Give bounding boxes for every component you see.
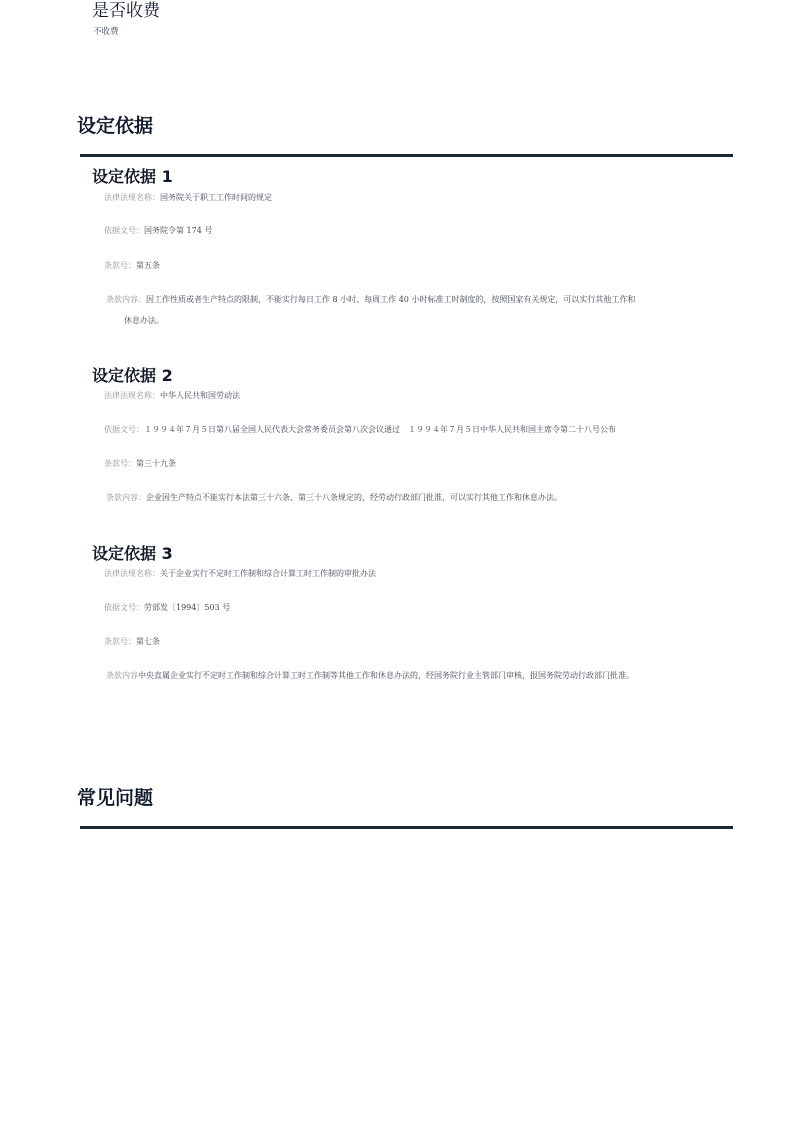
clause-content-label: 条款内容： [106, 295, 146, 304]
basis-item-3 [92, 544, 712, 680]
clause-content-field [106, 670, 634, 682]
clause-content-continuation: 休息办法。 [124, 316, 164, 325]
clause-no-value: 第三十九条 [136, 459, 176, 468]
law-name-field [104, 192, 272, 204]
law-name-label: 法律法规名称： [104, 193, 160, 202]
clause-no-label: 条款号： [104, 459, 136, 468]
clause-no-field [104, 458, 176, 470]
doc-no-value: 国务院令第 174 号 [144, 226, 213, 235]
law-name-value: 国务院关于职工工作时间的规定 [160, 193, 272, 202]
clause-no-label: 条款号： [104, 637, 136, 646]
clause-content-label: 条款内容： [106, 493, 146, 502]
basis-item-2 [92, 366, 712, 502]
clause-content-value: 因工作性质或者生产特点的限制，不能实行每日工作 8 小时、每周工作 40 小时标准工时制度的，按照国家有关规定，可以实行其他工作和 [146, 295, 636, 304]
doc-no-value: 劳部发〔1994〕503 号 [144, 603, 231, 612]
faq-section-divider [80, 826, 733, 829]
doc-no-label: 依据文号： [104, 425, 144, 434]
doc-no-field [104, 225, 212, 237]
law-name-field [104, 390, 240, 402]
basis-item-title: 设定依据 2 [92, 366, 173, 385]
law-name-label: 法律法规名称： [104, 569, 160, 578]
faq-section-title: 常见问题 [77, 787, 154, 809]
basis-item-title: 设定依据 3 [92, 544, 173, 563]
clause-content-value: 中央直属企业实行不定时工作制和综合计算工时工作制等其他工作和休息办法的，经国务院行业主管部门审核，报国务院劳动行政部门批准。 [138, 671, 634, 680]
basis-item-title: 设定依据 1 [92, 167, 173, 186]
doc-no-field [104, 602, 230, 614]
law-name-value: 关于企业实行不定时工作制和综合计算工时工作制的审批办法 [160, 569, 376, 578]
clause-no-field [104, 260, 160, 272]
basis-section-divider [80, 154, 733, 157]
basis-section-title: 设定依据 [77, 115, 154, 137]
clause-no-label: 条款号： [104, 261, 136, 270]
fee-value: 不收费 [93, 27, 119, 37]
clause-content-label: 条款内容 [106, 671, 138, 680]
clause-content-value: 企业因生产特点不能实行本法第三十六条、第三十八条规定的，经劳动行政部门批准，可以实行其他工作和休息办法。 [146, 493, 562, 502]
doc-no-label: 依据文号： [104, 603, 144, 612]
clause-content-field [106, 492, 562, 504]
fee-heading: 是否收费 [92, 1, 160, 21]
law-name-field [104, 568, 376, 580]
clause-no-value: 第五条 [136, 261, 160, 270]
clause-no-value: 第七条 [136, 637, 160, 646]
clause-content-field [106, 289, 696, 331]
doc-no-label: 依据文号： [104, 226, 144, 235]
basis-item-1 [92, 167, 712, 325]
clause-no-field [104, 636, 160, 648]
law-name-value: 中华人民共和国劳动法 [160, 391, 240, 400]
doc-no-field [104, 424, 616, 436]
law-name-label: 法律法规名称： [104, 391, 160, 400]
doc-no-value: １９９４年７月５日第八届全国人民代表大会常务委员会第八次会议通过 １９９４年７月５日中华人民共和国主席令第二十八号公布 [144, 425, 616, 434]
